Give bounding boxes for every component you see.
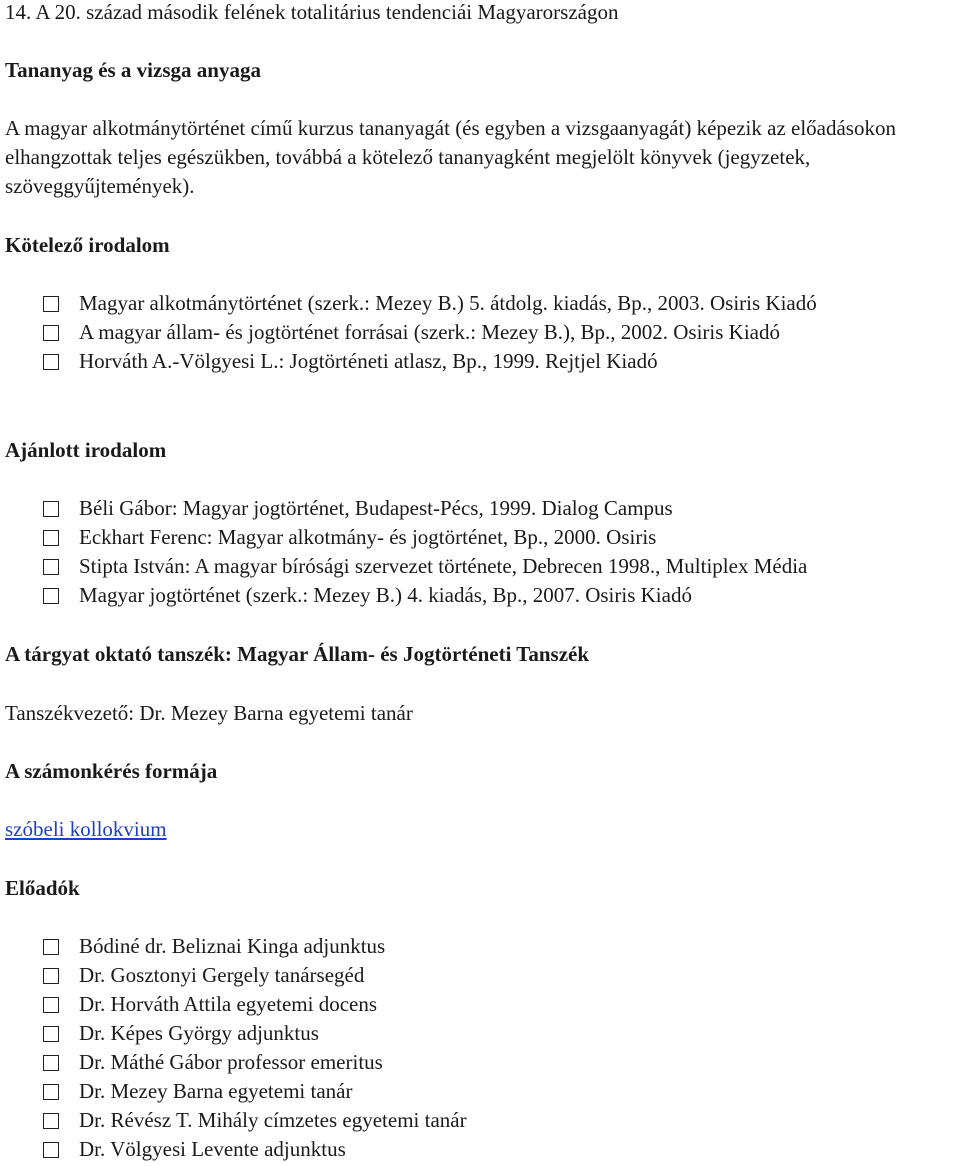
checkbox-icon xyxy=(43,325,59,341)
list-item xyxy=(42,1048,467,1077)
document-title: 14. A 20. század második felének totalitárius tendenciái Magyarországon xyxy=(5,0,619,24)
heading-ajanlott-irodalom: Ajánlott irodalom xyxy=(5,438,167,462)
list-item xyxy=(42,581,807,610)
tanszekvezeto-text: Tanszékvezető: Dr. Mezey Barna egyetemi tanár xyxy=(5,701,413,725)
checkbox-icon xyxy=(43,997,59,1013)
list-item-text: Dr. Képes György adjunktus xyxy=(79,1021,319,1045)
checkbox-icon xyxy=(43,1055,59,1071)
list-item xyxy=(42,1135,467,1164)
szamonkeres-link[interactable]: szóbeli kollokvium xyxy=(5,817,167,841)
list-item xyxy=(42,990,467,1019)
list-item xyxy=(42,347,959,376)
checkbox-icon xyxy=(43,1142,59,1158)
list-item-text: A magyar állam- és jogtörténet forrásai (szerk.: Mezey B.), Bp., 2002. Osiris Kiadó xyxy=(79,320,780,344)
checkbox-icon xyxy=(43,1113,59,1129)
list-item-text: Dr. Völgyesi Levente adjunktus xyxy=(79,1137,346,1161)
heading-tananyag: Tananyag és a vizsga anyaga xyxy=(5,58,261,82)
list-item-text: Horváth A.-Völgyesi L.: Jogtörténeti atlasz, Bp., 1999. Rejtjel Kiadó xyxy=(79,349,658,373)
heading-szamonkeres: A számonkérés formája xyxy=(5,759,218,783)
eloadok-list xyxy=(42,932,467,1164)
list-item-text: Bódiné dr. Beliznai Kinga adjunktus xyxy=(79,934,386,958)
heading-tanszek: A tárgyat oktató tanszék: Magyar Állam- és Jogtörténeti Tanszék xyxy=(5,642,590,666)
checkbox-icon xyxy=(43,1084,59,1100)
tananyag-paragraph: A magyar alkotmánytörténet című kurzus tananyagát (és egyben a vizsgaanyagát) képezik az előadásokon elhangzottak teljes egészükben, továbbá a kötelező tananyagként megjelölt könyvek (jegyzetek, szöveggyűjtemények). xyxy=(5,116,896,198)
checkbox-icon xyxy=(43,354,59,370)
list-item-text: Magyar alkotmánytörténet (szerk.: Mezey B.) 5. átdolg. kiadás, Bp., 2003. Osiris Kiadó xyxy=(79,291,817,315)
heading-kotelezo-irodalom: Kötelező irodalom xyxy=(5,233,170,257)
list-item-text: Magyar jogtörténet (szerk.: Mezey B.) 4. kiadás, Bp., 2007. Osiris Kiadó xyxy=(79,583,692,607)
list-item xyxy=(42,494,807,523)
list-item-text: Béli Gábor: Magyar jogtörténet, Budapest-Pécs, 1999. Dialog Campus xyxy=(79,496,673,520)
list-item xyxy=(42,1106,467,1135)
checkbox-icon xyxy=(43,588,59,604)
list-item-text: Dr. Mezey Barna egyetemi tanár xyxy=(79,1079,353,1103)
list-item-text: Dr. Máthé Gábor professor emeritus xyxy=(79,1050,383,1074)
checkbox-icon xyxy=(43,296,59,312)
list-item-text: Dr. Révész T. Mihály címzetes egyetemi tanár xyxy=(79,1108,467,1132)
checkbox-icon xyxy=(43,939,59,955)
list-item-text: Eckhart Ferenc: Magyar alkotmány- és jogtörténet, Bp., 2000. Osiris xyxy=(79,525,657,549)
heading-eloadok: Előadók xyxy=(5,876,80,900)
checkbox-icon xyxy=(43,968,59,984)
list-item xyxy=(42,523,807,552)
list-item xyxy=(42,289,959,318)
list-item-text: Dr. Horváth Attila egyetemi docens xyxy=(79,992,378,1016)
list-item xyxy=(42,1077,467,1106)
list-item-text: Dr. Gosztonyi Gergely tanársegéd xyxy=(79,963,365,987)
checkbox-icon xyxy=(43,559,59,575)
list-item-text: Stipta István: A magyar bírósági szervezet története, Debrecen 1998., Multiplex Média xyxy=(79,554,808,578)
list-item xyxy=(42,932,467,961)
ajanlott-list xyxy=(42,494,807,610)
checkbox-icon xyxy=(43,1026,59,1042)
list-item xyxy=(42,1019,467,1048)
kotelezo-list xyxy=(42,289,959,376)
list-item xyxy=(42,961,467,990)
checkbox-icon xyxy=(43,530,59,546)
list-item xyxy=(42,318,959,347)
checkbox-icon xyxy=(43,501,59,517)
list-item xyxy=(42,552,807,581)
